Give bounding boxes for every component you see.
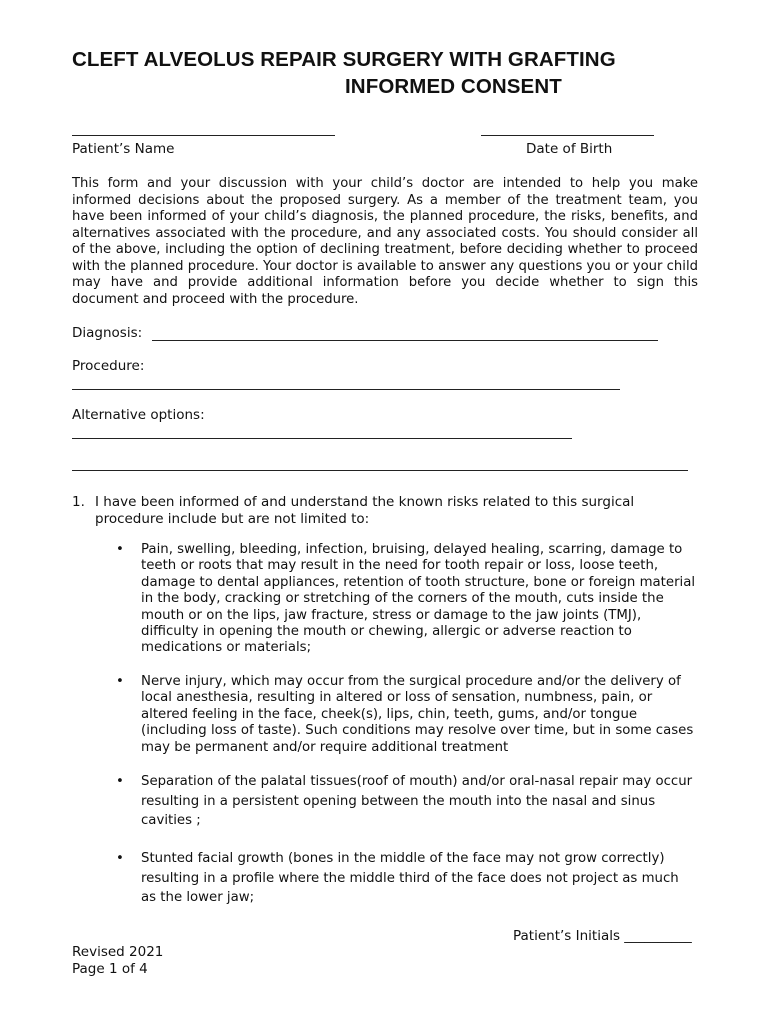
- title-line-2: INFORMED CONSENT: [345, 75, 562, 98]
- bullet-text: Separation of the palatal tissues(roof of mouth) and/or oral-nasal repair may occur resulting in a persistent opening between the mouth into the nasal and sinus cavities ;: [141, 774, 693, 828]
- patient-name-label: Patient’s Name: [72, 141, 175, 157]
- dob-field[interactable]: [481, 135, 654, 136]
- page-footer: [72, 944, 163, 978]
- page-number: Page 1 of 4: [72, 961, 148, 977]
- title-line-1: CLEFT ALVEOLUS REPAIR SURGERY WITH GRAFTING: [72, 48, 616, 71]
- bullet-text: Nerve injury, which may occur from the surgical procedure and/or the delivery of local anesthesia, resulting in altered or loss of sensation, numbness, pain, or altered feeling in the face, cheek(s), lips, chin, teeth, gums, and/or tongue (including loss of taste). Such conditions may resolve over time, but in some cases may be permanent and/or require additional treatment: [141, 674, 694, 755]
- bullet-text: Stunted facial growth (bones in the middle of the face may not grow correctly) resulting in a profile where the middle third of the face does not project as much as the lower jaw;: [141, 851, 679, 905]
- document-title: [72, 46, 712, 100]
- item-number: 1.: [72, 494, 85, 510]
- item-text: I have been informed of and understand the known risks related to this surgical procedure include but are not limited to:: [95, 494, 635, 527]
- alternatives-field[interactable]: [72, 438, 572, 439]
- bullet-dot: •: [116, 542, 124, 557]
- diagnosis-label: Diagnosis:: [72, 325, 143, 341]
- intro-paragraph: This form and your discussion with your child’s doctor are intended to help you make informed decisions about the proposed surgery. As a member of the treatment team, you have been informed of your child’s diagnosis, the planned procedure, the risks, benefits, and alternatives associated with the procedure, and any associated costs. You should consider all of the above, including the option of declining treatment, before deciding whether to proceed with the planned procedure. Your doctor is available to answer any questions you or your child may have and provide additional information before you decide whether to sign this document and proceed with the procedure.: [72, 176, 698, 307]
- alternatives-label: Alternative options:: [72, 407, 205, 423]
- procedure-field[interactable]: [72, 389, 620, 390]
- alternatives-field-extra[interactable]: [72, 470, 688, 471]
- patient-initials-field[interactable]: Patient’s Initials __________: [513, 928, 692, 944]
- bullet-dot: •: [116, 674, 124, 689]
- dob-label: Date of Birth: [526, 141, 613, 157]
- bullet-dot: •: [116, 774, 124, 789]
- procedure-label: Procedure:: [72, 358, 145, 374]
- patient-name-field[interactable]: [72, 135, 335, 136]
- diagnosis-field[interactable]: [152, 340, 658, 341]
- bullet-text: Pain, swelling, bleeding, infection, bruising, delayed healing, scarring, damage to teeth or roots that may result in the need for tooth repair or loss, loose teeth, damage to dental appliances, retention of tooth structure, bone or foreign material in the body, cracking or stretching of the corners of the mouth, cuts inside the mouth or on the lips, jaw fracture, stress or damage to the jaw joints (TMJ), difficulty in opening the mouth or chewing, allergic or adverse reaction to medications or materials;: [141, 542, 696, 656]
- bullet-dot: •: [116, 851, 124, 866]
- revision-label: Revised 2021: [72, 944, 164, 960]
